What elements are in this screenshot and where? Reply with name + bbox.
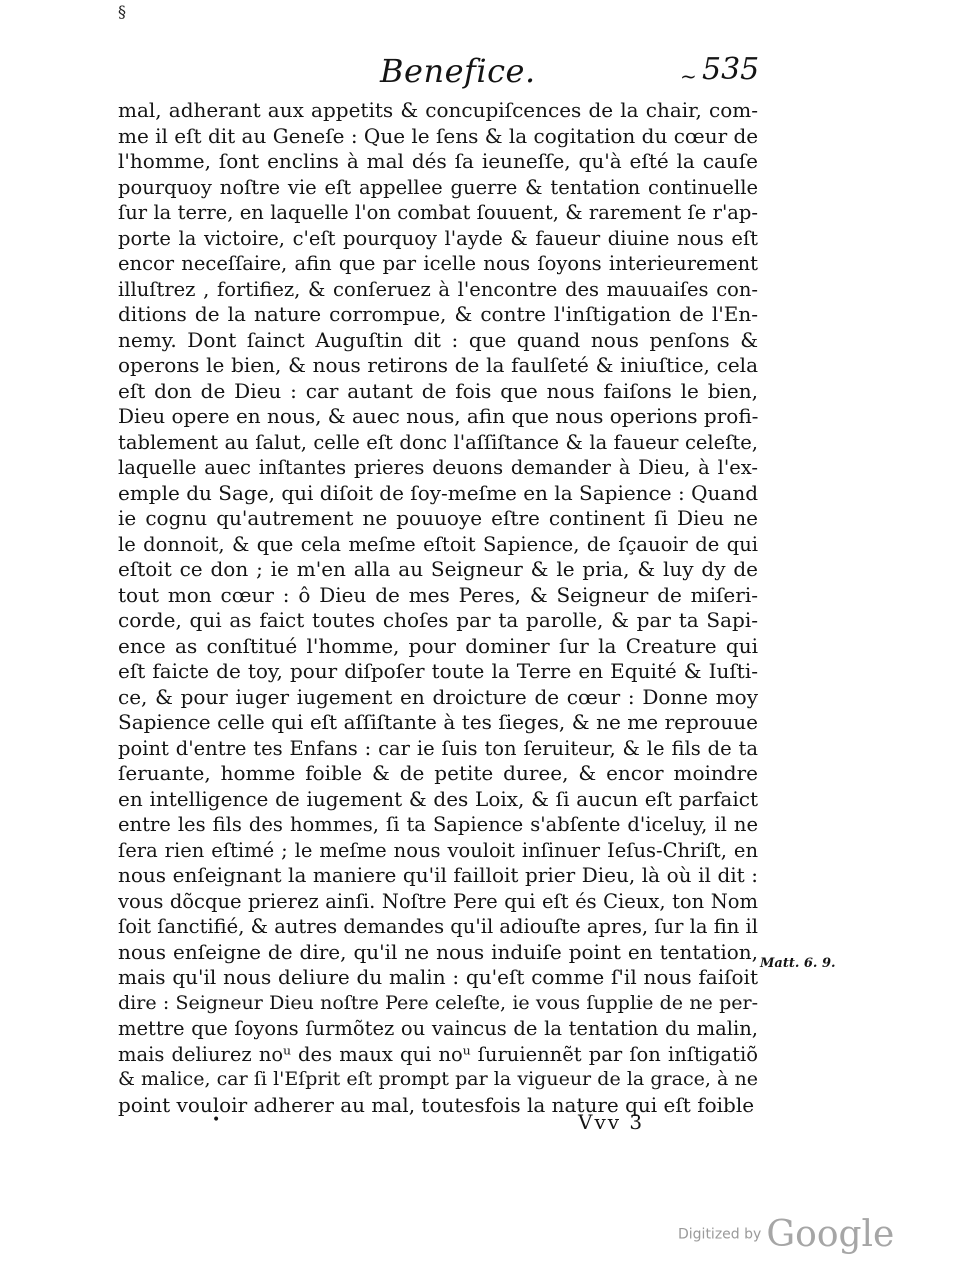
text-line: l'homme, ſont enclins à mal dés ſa ieuneſſe, qu'à eſté la cauſe <box>118 149 758 173</box>
text-line: vous dõcque prierez ainſi. Noſtre Pere qui eſt és Cieux, ton Nom <box>118 889 758 913</box>
text-line: illuſtrez , fortifiez, & conſeruez à l'encontre des mauuaiſes con- <box>118 277 758 301</box>
text-line: emple du Sage, qui diſoit de ſoy-meſme en la Sapience : Quand <box>118 480 758 505</box>
text-line: pourquoy noſtre vie eſt appellee guerre & tentation continuelle <box>118 175 758 199</box>
text-line: mais qu'il nous deliure du malin : qu'eſt comme ſ'il nous faiſoit <box>118 965 758 989</box>
text-line: point vouloir adherer au mal, toutesfois la nature qui eſt foible <box>118 1092 755 1117</box>
text-line: mettre que ſoyons ſurmõtez ou vaincus de la tentation du malin, <box>118 1017 758 1040</box>
signature-mark: Vvv 3 <box>578 1110 645 1134</box>
text-line: mais deliurez noᵘ des maux qui noᵘ ſuruiennẽt par ſon inſtigatiõ <box>118 1042 758 1066</box>
text-line: encor neceſſaire, afin que par icelle nous ſoyons interieurement <box>118 252 758 275</box>
text-line: en intelligence de iugement & des Loix, & ſi aucun eſt parfaict <box>118 786 758 811</box>
margin-note: Matt. 6. 9. <box>760 956 836 971</box>
text-line: me il eſt dit au Geneſe : Que le ſens & la cogitation du cœur de <box>118 123 758 148</box>
header-tick: ~ <box>680 64 697 88</box>
text-line: Sapience celle qui eſt aſſiſtante à tes ſieges, & ne me reprouue <box>118 710 758 734</box>
text-line: corde, qui as faict toutes choſes par ta parolle, & par ta Sapi- <box>118 608 758 632</box>
text-line: laquelle auec inſtantes prieres deuons demander à Dieu, à l'ex- <box>118 456 758 479</box>
corner-mark: § <box>118 2 126 21</box>
text-line: ce, & pour iuger iugement en droicture de cœur : Donne moy <box>118 684 758 709</box>
text-line: eſt faicte de toy, pour diſpoſer toute la Terre en Equité & Iuſti- <box>118 659 758 683</box>
text-line: eſtoit ce don ; ie m'en alla au Seigneur & le pria, & luy dy de <box>118 557 758 581</box>
watermark-prefix: Digitized by <box>678 1226 762 1243</box>
text-line: porte la victoire, c'eſt pourquoy l'ayde & faueur diuine nous eſt <box>118 226 758 250</box>
text-line: entre les fils des hommes, ſi ta Sapience s'abſente d'iceluy, il ne <box>118 813 758 836</box>
text-line: nous enſeigne de dire, qu'il ne nous induiſe point en tentation, <box>118 939 758 964</box>
text-line: tout mon cœur : ô Dieu de mes Peres, & Seigneur de miſeri- <box>118 582 758 607</box>
text-line: point d'entre tes Enfans : car ie ſuis ton ſeruiteur, & le fils de ta <box>118 736 758 760</box>
text-line: ditions de la nature corrompue, & contre l'inſtigation de l'En- <box>118 302 758 326</box>
body-text <box>118 98 758 1118</box>
text-line: ſoit ſanctifié, & autres demandes qu'il adiouſte apres, ſur la fin il <box>118 915 758 938</box>
footer-dot: • <box>212 1112 221 1128</box>
text-line: eſt don de Dieu : car autant de fois que nous faiſons le bien, <box>118 378 758 403</box>
text-line: le donnoit, & que cela meſme eſtoit Sapience, de ſçauoir de qui <box>118 532 758 556</box>
text-line: ence as conſtitué l'homme, pour dominer ſur la Creature qui <box>118 633 758 658</box>
text-line: ſur la terre, en laquelle l'on combat ſouuent, & rarement ſe r'ap- <box>118 201 758 224</box>
text-line: & malice, car ſi l'Eſprit eſt prompt par la vigueur de la grace, à ne <box>118 1068 758 1090</box>
text-line: Dieu opere en nous, & auec nous, afin que nous operions profi- <box>118 404 758 428</box>
text-line: nemy. Dont ſainct Auguſtin dit : que quand nous penſons & <box>118 327 758 352</box>
text-line: mal, adherant aux appetits & concupiſcences de la chair, com- <box>118 98 758 122</box>
watermark-brand: Google <box>766 1214 895 1255</box>
text-line: ſeruante, homme foible & de petite duree, & encor moindre <box>118 761 758 785</box>
digitized-watermark <box>678 1214 894 1255</box>
text-line: dire : Seigneur Dieu noſtre Pere celeſte, ie vous ſupplie de ne per- <box>118 991 758 1014</box>
text-line: nous enſeignant la maniere qu'il failloit prier Dieu, là où il dit : <box>118 863 758 887</box>
page-header <box>0 48 967 98</box>
text-line: ſera rien eſtimé ; le meſme nous vouloit inſinuer Ieſus-Chriſt, en <box>118 838 758 862</box>
text-line: ie cognu qu'autrement ne pouuoye eſtre continent ſi Dieu ne <box>118 506 758 530</box>
page-number: 535 <box>702 52 760 87</box>
running-title: Benefice. <box>380 52 536 90</box>
text-line: operons le bien, & nous retirons de la faulſeté & iniuſtice, cela <box>118 353 758 377</box>
text-line: tablement au ſalut, celle eſt donc l'aſſiſtance & la faueur celeſte, <box>118 430 758 454</box>
